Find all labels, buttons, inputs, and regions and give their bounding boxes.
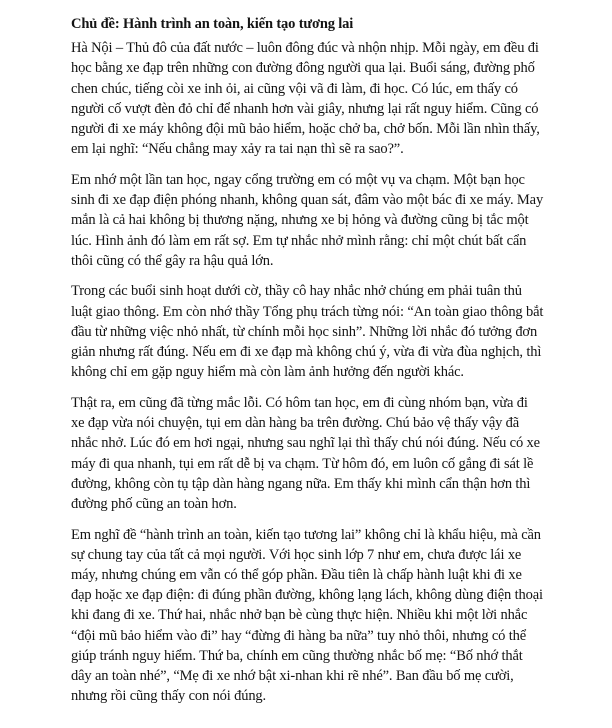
text-line: Em nhớ một lần tan học, ngay cổng trường em có một vụ va chạm. Một bạn học [71,171,525,188]
text-line: Trong các buổi sinh hoạt dưới cờ, thầy cô hay nhắc nhở chúng em phải tuân thủ [71,283,522,300]
paragraph [71,38,555,159]
text-line: giúp tránh nguy hiểm. Thứ ba, chính em cũng thường nhắc bố mẹ: “Bố nhớ thắt [71,647,523,664]
text-line: học bằng xe đạp trên những con đường đông người qua lại. Buổi sáng, đường phố [71,60,535,77]
document-title: Chủ đề: Hành trình an toàn, kiến tạo tương lai [71,16,354,32]
text-line: khi đang đi xe. Thứ hai, nhắc nhở bạn bè cùng thực hiện. Nhiều khi một lời nhắc [71,607,528,624]
text-line: chen chúc, tiếng còi xe inh ỏi, ai cũng vội vã đi làm, đi học. Có lúc, em thấy có [71,80,518,97]
text-line: máy đi qua nhanh, tụi em rất dễ bị va chạm. Từ hôm đó, em luôn cố gắng đi sát lề [71,455,534,472]
document-body [71,14,555,717]
text-line: đường, không còn tụ tập dàn hàng ngang nữa. Em thấy khi mình cẩn thận hơn thì [71,475,531,492]
text-line: đạp hoặc xe đạp điện: đi đúng phần đường, không lạng lách, không dùng điện thoại [71,587,543,604]
text-line: Em nghĩ đề “hành trình an toàn, kiến tạo tương lai” không chỉ là khẩu hiệu, mà cần [71,526,541,543]
text-line: nhắc nhở. Lúc đó em hơi ngại, nhưng sau nghĩ lại thì thấy chú nói đúng. Nếu có xe [71,435,540,452]
text-line: Hà Nội – Thủ đô của đất nước – luôn đông đúc và nhộn nhịp. Mỗi ngày, em đều đi [71,40,539,57]
text-line: lúc. Hình ảnh đó làm em rất sợ. Em tự nhắc nhở mình rằng: chỉ một chút bất cẩn [71,232,527,249]
text-line: người cố vượt đèn đỏ chỉ để nhanh hơn vài giây, nhưng lại rất nguy hiểm. Cũng có [71,100,539,117]
text-line: máy, nhưng chúng em vẫn có thể góp phần. Đầu tiên là chấp hành luật khi đi xe [71,567,522,584]
text-line: em lại nghĩ: “Nếu chẳng may xảy ra tai nạn thì sẽ ra sao?”. [71,141,404,158]
text-line: thôi cũng có thể gây ra hậu quả lớn. [71,252,274,269]
paragraph [71,170,555,271]
text-line: đường phố cũng an toàn hơn. [71,495,237,512]
text-line: không chỉ em gặp nguy hiểm mà còn làm ảnh hưởng đến người khác. [71,364,464,381]
text-line: luật giao thông. Em còn nhớ thầy Tổng phụ trách từng nói: “An toàn giao thông bắt [71,303,544,320]
text-line: mắn là cả hai không bị thương nặng, nhưng xe bị hỏng và đường cũng bị tắc một [71,212,529,229]
text-line: sự chung tay của tất cả mọi người. Với học sinh lớp 7 như em, chưa được lái xe [71,546,522,563]
text-line: xe đạp vừa nói chuyện, tụi em dàn hàng ba trên đường. Chú bảo vệ thấy vậy đã [71,415,520,432]
text-line: Thật ra, em cũng đã từng mắc lỗi. Có hôm tan học, em đi cùng nhóm bạn, vừa đi [71,394,528,411]
paragraph [71,393,555,514]
text-line: sinh đi xe đạp điện phóng nhanh, không quan sát, đâm vào một bác đi xe máy. May [71,192,544,209]
text-line: dây an toàn nhé”, “Mẹ đi xe nhớ bật xi-nhan khi rẽ nhé”. Ban đầu bố mẹ cười, [71,668,514,685]
paragraph [71,281,555,382]
text-line: nhưng rồi cũng thấy con nói đúng. [71,688,267,705]
text-line: giản nhưng rất đúng. Nếu em đi xe đạp mà không chú ý, vừa đi vừa đùa nghịch, thì [71,344,542,361]
text-line: đầu từ những việc nhỏ nhất, từ chính mỗi học sinh”. Những lời nhắc đó tưởng đơn [71,323,538,340]
paragraph [71,525,555,707]
text-line: người đi xe máy không đội mũ bảo hiểm, hoặc chở ba, chở bốn. Mỗi lần nhìn thấy, [71,121,540,138]
text-line: “đội mũ bảo hiểm vào đi” hay “đừng đi hàng ba nữa” tuy nhỏ thôi, nhưng có thể [71,627,526,644]
